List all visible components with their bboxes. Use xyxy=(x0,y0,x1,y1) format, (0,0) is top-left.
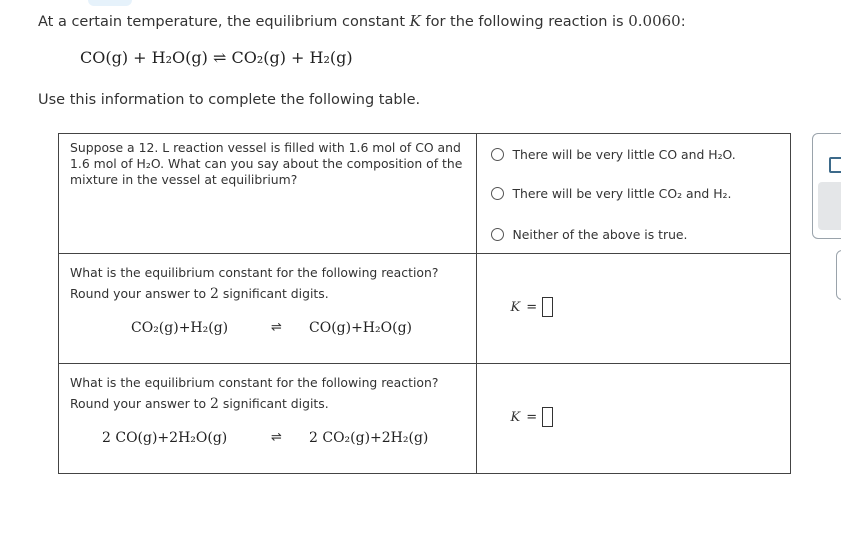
table-row xyxy=(59,134,791,254)
question-line: What is the equilibrium constant for the following reaction? xyxy=(70,265,439,280)
option-label: Neither of the above is true. xyxy=(512,227,688,242)
question-cell xyxy=(59,364,477,474)
side-tool-button[interactable] xyxy=(818,182,841,230)
question-table xyxy=(58,133,791,474)
question-text xyxy=(59,364,476,415)
reaction-products: CO(g)+H₂O(g) xyxy=(309,320,412,336)
side-tool-panel-2[interactable] xyxy=(836,250,841,300)
k-label: K xyxy=(510,299,521,315)
equilibrium-arrow-icon: ⇌ xyxy=(271,430,282,445)
option-label: There will be very little CO and H₂O. xyxy=(512,147,736,162)
k-answer-line xyxy=(510,407,553,427)
question-cell xyxy=(59,254,477,364)
radio-button-icon[interactable] xyxy=(491,187,504,200)
answer-cell xyxy=(477,134,791,254)
round-prefix: Round your answer to xyxy=(70,396,211,411)
k-value: 0.0060 xyxy=(628,12,681,30)
answer-cell xyxy=(477,254,791,364)
intro-text xyxy=(38,12,686,30)
reaction-reactants: CO₂(g)+H₂(g) xyxy=(131,320,229,336)
table-row xyxy=(59,254,791,364)
equals-sign: = xyxy=(526,409,538,425)
round-digits: 2 xyxy=(210,286,219,302)
reaction-reactants: 2 CO(g)+2H₂O(g) xyxy=(102,430,228,446)
intro-middle: for the following reaction is xyxy=(420,14,629,30)
round-digits: 2 xyxy=(210,396,219,412)
option-little-co2-h2[interactable] xyxy=(491,186,731,201)
question-text: Suppose a 12. L reaction vessel is filled with 1.6 mol of CO and 1.6 mol of H₂O. What can you say about the composition of the mixture in the vessel at equilibrium? xyxy=(70,140,463,187)
reaction-products: 2 CO₂(g)+2H₂(g) xyxy=(309,430,429,446)
round-prefix: Round your answer to xyxy=(70,286,211,301)
option-little-co-h2o[interactable] xyxy=(491,147,735,162)
round-suffix: significant digits. xyxy=(218,286,329,301)
table-row xyxy=(59,364,791,474)
question-cell xyxy=(59,134,477,254)
option-neither[interactable] xyxy=(491,227,687,242)
answer-cell xyxy=(477,364,791,474)
option-label: There will be very little CO₂ and H₂. xyxy=(512,186,732,201)
k-answer-input[interactable] xyxy=(542,297,553,317)
top-tab-indicator xyxy=(88,0,132,6)
radio-button-icon[interactable] xyxy=(491,148,504,161)
k-answer-input[interactable] xyxy=(542,407,553,427)
equals-sign: = xyxy=(526,299,538,315)
equilibrium-arrow-icon: ⇌ xyxy=(271,320,282,335)
k-label: K xyxy=(510,409,521,425)
main-reaction: CO(g) + H₂O(g) ⇌ CO₂(g) + H₂(g) xyxy=(80,48,353,67)
checkbox-icon[interactable] xyxy=(829,157,841,173)
question-text xyxy=(59,254,476,305)
intro-prefix: At a certain temperature, the equilibrium constant xyxy=(38,14,410,30)
radio-button-icon[interactable] xyxy=(491,228,504,241)
round-suffix: significant digits. xyxy=(218,396,329,411)
k-symbol: K xyxy=(409,12,421,30)
intro-suffix: : xyxy=(680,14,686,30)
k-answer-line xyxy=(510,297,553,317)
question-line: What is the equilibrium constant for the following reaction? xyxy=(70,375,439,390)
instructions: Use this information to complete the following table. xyxy=(38,92,421,108)
